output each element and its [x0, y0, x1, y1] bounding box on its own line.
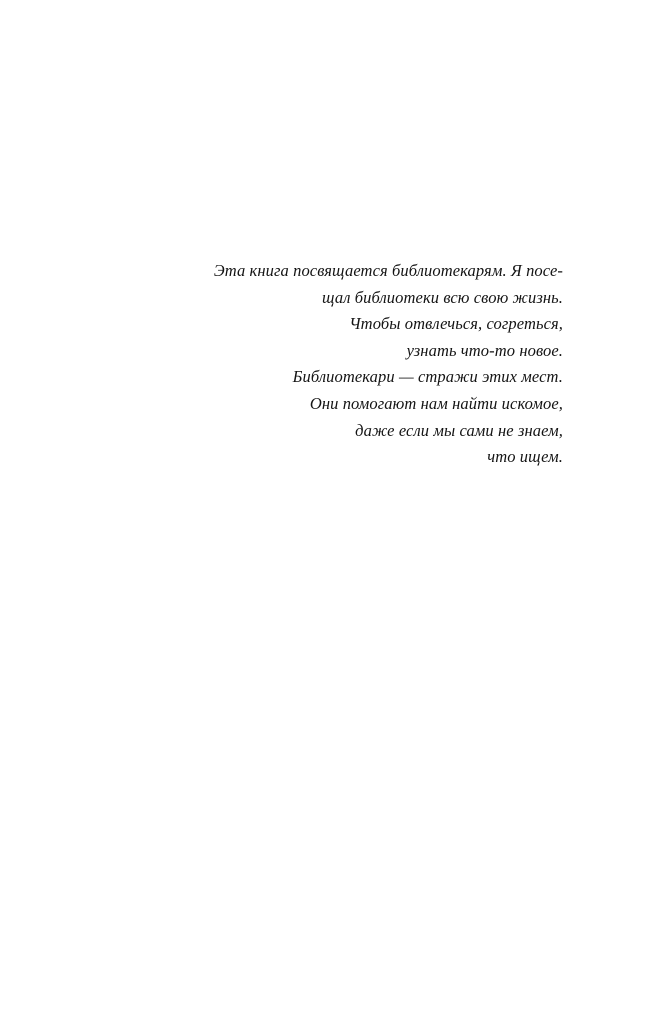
dedication-line: Чтобы отвлечься, согреться, — [349, 314, 563, 334]
dedication-line: Они помогают нам найти искомое, — [309, 393, 563, 413]
dedication-line: что ищем. — [487, 447, 563, 467]
dedication-line: щал библиотеки всю свою жизнь. — [321, 287, 563, 307]
dedication-block — [90, 258, 563, 471]
dedication-line: Библиотекари — стражи этих мест. — [292, 367, 563, 387]
dedication-line: Эта книга посвящается библиотекарям. Я посе- — [213, 261, 563, 280]
dedication-line: узнать что-то новое. — [406, 340, 563, 360]
dedication-line: даже если мы сами не знаем, — [355, 420, 563, 440]
